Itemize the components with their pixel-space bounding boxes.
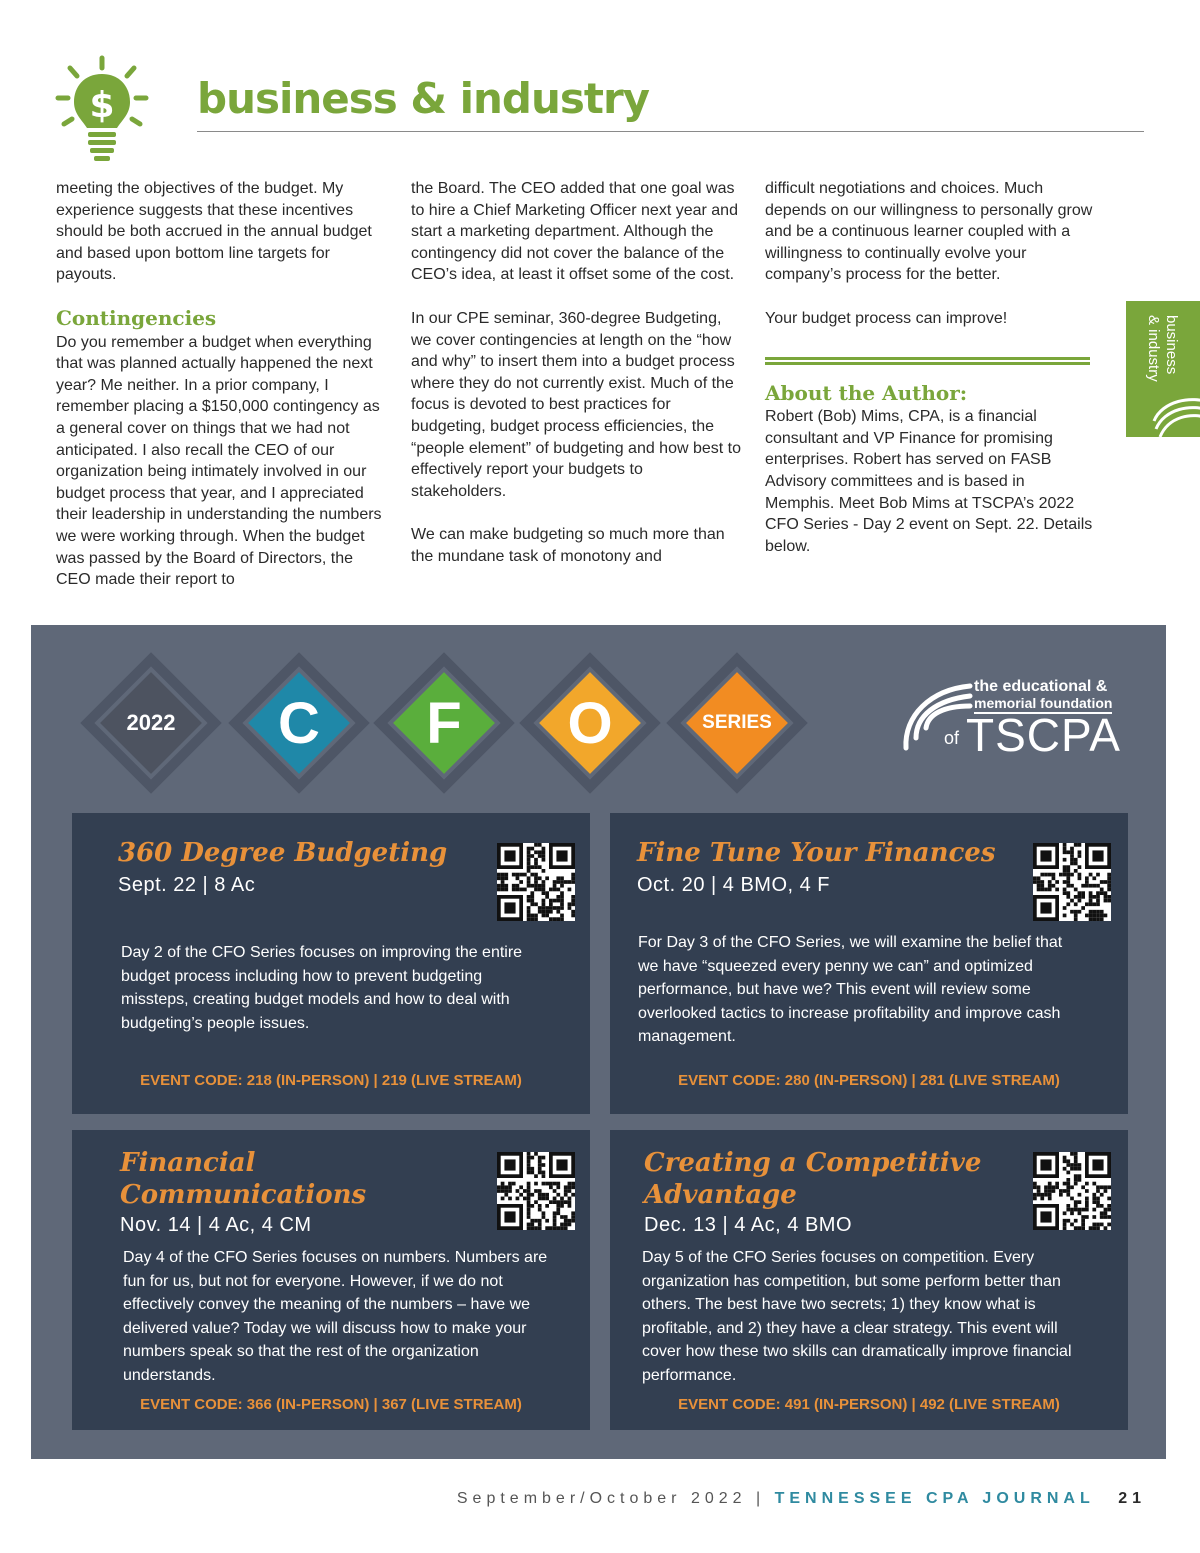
author-heading: About the Author: xyxy=(765,380,968,405)
paragraph: We can make budgeting so much more than the mundane task of monotony and xyxy=(411,526,725,565)
qr-code[interactable] xyxy=(1033,843,1111,921)
header-divider xyxy=(197,131,1144,132)
diamond-label: 2022 xyxy=(126,710,176,735)
event-title: Creating a Competitive Advantage xyxy=(644,1148,982,1210)
paragraph: Your budget process can improve! xyxy=(765,309,1008,327)
foundation-name: TSCPA xyxy=(966,709,1121,761)
author-bio: Robert (Bob) Mims, CPA, is a financial consultant and VP Finance for promising enterprises. Robert has served on FASB Advisory committees and is based in Memphis. Meet Bob Mims at TSCPA’s 2022 CFO Series - Day 2 event on Sept. 22. Details below. xyxy=(765,408,1093,555)
footer-issue: September/October 2022 xyxy=(456,1490,747,1507)
foundation-line-2: memorial foundation xyxy=(974,695,1112,714)
event-description: Day 4 of the CFO Series focuses on numbers. Numbers are fun for us, but not for everyone. However, if we do not effectively convey the meaning of the numbers – have we delivered value? Today we will discuss how to make your numbers speak so that the rest of the organization understands. xyxy=(123,1249,548,1384)
footer-journal: TENNESSEE CPA JOURNAL xyxy=(774,1490,1095,1507)
lightbulb-dollar-icon xyxy=(54,54,150,166)
event-description: For Day 3 of the CFO Series, we will examine the belief that we have “squeezed every penny we can” and optimized performance, but have we? This event will review some overlooked tactics to increase profitability and improve cash management. xyxy=(638,934,1063,1046)
footer-separator: | xyxy=(756,1490,766,1507)
diamond-2022 xyxy=(81,653,221,793)
event-code: EVENT CODE: 218 (IN-PERSON) | 219 (LIVE STREAM) xyxy=(140,1072,522,1089)
qr-code[interactable] xyxy=(497,843,575,921)
paragraph: the Board. The CEO added that one goal was to hire a Chief Marketing Officer next year and start a marketing department. Although the contingency did not cover the balance of the CEO’s idea, at least it offset some of the cost. xyxy=(411,180,738,284)
event-date: Oct. 20 | 4 BMO, 4 F xyxy=(637,874,831,896)
diamond-f xyxy=(374,653,514,793)
diamond-o xyxy=(520,653,660,793)
paragraph: Do you remember a budget when everything that was planned actually happened the next year? Me neither. In a prior company, I remember placing a $150,000 contingency as a general cover on things that we had not anticipated. I also recall the CEO of our organization being intimately involved in our budget process that year, and I appreciated their leadership in understanding the numbers we were working through. When the budget was passed by the Board of Directors, the CEO made their report to xyxy=(56,333,382,589)
event-code: EVENT CODE: 491 (IN-PERSON) | 492 (LIVE STREAM) xyxy=(678,1396,1060,1413)
article-column-3 xyxy=(765,178,1095,557)
event-card-creating-a-competitive-advantage xyxy=(610,1130,1128,1430)
section-side-tab xyxy=(1126,301,1200,437)
paragraph: In our CPE seminar, 360-degree Budgeting, we cover contingencies at length on the “how and why” to insert them into a budget process where they do not currently exist. Much of the focus is devoted to best practices for budgeting, budget process efficiencies, the “people element” of budgeting and how best to effectively report your budgets to stakeholders. xyxy=(411,309,742,500)
paragraph: difficult negotiations and choices. Much depends on our willingness to personally grow and be a continuous learner coupled with a willingness to continually evolve your company’s process for the better. xyxy=(765,180,1093,284)
contingencies-heading: Contingencies xyxy=(56,305,217,330)
event-description: Day 5 of the CFO Series focuses on competition. Every organization has competition, but some perform better than others. The best have two secrets; 1) they know what is profitable, and 2) they have a clear strategy. This event will cover how these two skills can dramatically improve financial performance. xyxy=(642,1249,1072,1384)
foundation-of: of xyxy=(944,728,960,748)
event-date: Nov. 14 | 4 Ac, 4 CM xyxy=(120,1214,312,1236)
foundation-line-1: the educational & xyxy=(974,678,1108,695)
event-title: 360 Degree Budgeting xyxy=(118,838,448,868)
event-title: Financial Communications xyxy=(120,1148,367,1210)
diamond-c xyxy=(229,653,369,793)
article-column-1 xyxy=(56,178,386,591)
event-card-fine-tune-your-finances xyxy=(610,813,1128,1114)
event-code: EVENT CODE: 280 (IN-PERSON) | 281 (LIVE STREAM) xyxy=(678,1072,1060,1089)
side-tab-label: business & industry xyxy=(1145,315,1180,382)
event-date: Dec. 13 | 4 Ac, 4 BMO xyxy=(644,1214,852,1236)
event-description: Day 2 of the CFO Series focuses on improving the entire budget process including how to prevent budgeting missteps, creating budget models and how to deal with budgeting’s people issues. xyxy=(121,944,523,1032)
event-card-360-degree-budgeting xyxy=(72,813,590,1114)
diamond-label: O xyxy=(567,690,613,756)
qr-code[interactable] xyxy=(1033,1152,1111,1230)
section-title: business & industry xyxy=(197,74,650,123)
event-code: EVENT CODE: 366 (IN-PERSON) | 367 (LIVE STREAM) xyxy=(140,1396,522,1413)
qr-code[interactable] xyxy=(497,1152,575,1230)
article-column-2 xyxy=(411,178,741,568)
diamond-label: F xyxy=(426,690,462,756)
svg-text:$: $ xyxy=(89,85,115,126)
swoosh-icon xyxy=(1152,391,1200,437)
page-footer xyxy=(457,1490,1146,1508)
event-card-financial-communications xyxy=(72,1130,590,1430)
diamond-label: C xyxy=(278,690,320,756)
diamond-label: SERIES xyxy=(702,712,772,733)
author-divider xyxy=(765,357,1090,365)
paragraph: meeting the objectives of the budget. My experience suggests that these incentives should be both accrued in the annual budget and based upon bottom line targets for payouts. xyxy=(56,180,372,284)
diamond-series xyxy=(667,653,807,793)
event-date: Sept. 22 | 8 Ac xyxy=(118,874,256,896)
event-title: Fine Tune Your Finances xyxy=(637,838,996,868)
page-number: 21 xyxy=(1118,1490,1146,1507)
